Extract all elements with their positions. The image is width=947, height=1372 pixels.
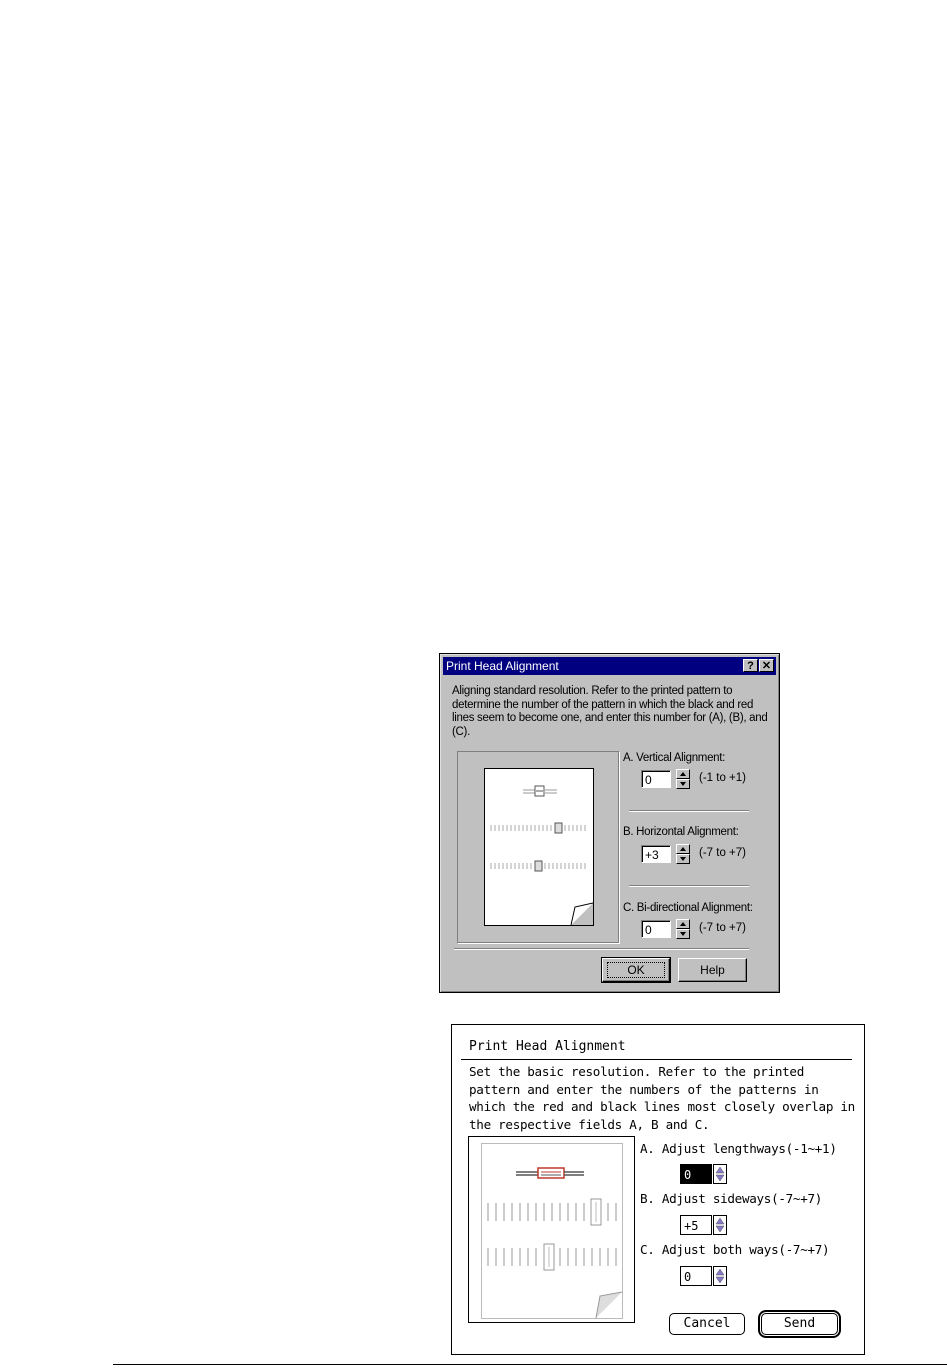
bidirectional-alignment-range: (-7 to +7) (699, 922, 746, 934)
horizontal-alignment-range: (-7 to +7) (699, 847, 746, 859)
spin-up-icon[interactable] (676, 919, 690, 929)
adjust-sideways-label: B. Adjust sideways(-7~+7) (640, 1191, 823, 1206)
spin-down-icon[interactable] (676, 929, 690, 939)
bidirectional-alignment-input[interactable]: 0 (641, 920, 671, 938)
separator (629, 885, 749, 887)
vertical-alignment-label: A. Vertical Alignment: (623, 752, 726, 764)
help-title-button[interactable]: ? (743, 659, 758, 672)
horizontal-alignment-input[interactable]: +3 (641, 845, 671, 863)
window-title: Print Head Alignment (446, 659, 559, 673)
close-title-button[interactable]: ✕ (759, 659, 774, 672)
spin-down-icon[interactable] (676, 854, 690, 864)
window-title-bar[interactable] (443, 657, 776, 675)
button-separator (454, 948, 749, 950)
paper-preview (484, 768, 594, 926)
vertical-alignment-range: (-1 to +1) (699, 772, 746, 784)
windows-print-head-alignment-dialog (439, 653, 780, 993)
up-down-arrows-icon (714, 1216, 726, 1234)
adjust-lengthways-arrows[interactable] (713, 1164, 727, 1184)
alignment-pattern-graphic (485, 769, 593, 925)
spin-up-icon[interactable] (676, 844, 690, 854)
vertical-alignment-input[interactable]: 0 (641, 770, 671, 788)
up-down-arrows-icon (714, 1267, 726, 1285)
up-down-arrows-icon (714, 1165, 726, 1183)
adjust-sideways-arrows[interactable] (713, 1215, 727, 1235)
dialog-description: Aligning standard resolution. Refer to the printed pattern to determine the number of the pattern in which the black and red lines seem to become one, and enter this number for (A), (B), and (C). (452, 685, 768, 738)
ok-button-label: OK (627, 963, 645, 977)
focus-rect (607, 962, 665, 978)
help-button[interactable] (678, 958, 747, 982)
send-button[interactable]: Send (761, 1313, 838, 1335)
alignment-pattern-graphic (482, 1144, 622, 1318)
help-button-label: Help (700, 963, 725, 977)
horizontal-alignment-label: B. Horizontal Alignment: (623, 826, 739, 838)
bidirectional-alignment-spinner[interactable] (676, 919, 690, 939)
separator (629, 810, 749, 812)
horizontal-alignment-spinner[interactable] (676, 844, 690, 864)
mac-print-head-alignment-dialog (451, 1024, 865, 1355)
bidirectional-alignment-label: C. Bi-directional Alignment: (623, 902, 753, 914)
spin-down-icon[interactable] (676, 779, 690, 789)
dialog-description: Set the basic resolution. Refer to the printed pattern and enter the numbers of the patterns in which the red and black lines most closely overlap in the respective fields A, B and C. (469, 1064, 855, 1132)
spin-up-icon[interactable] (676, 769, 690, 779)
dialog-title: Print Head Alignment (469, 1039, 626, 1054)
adjust-lengthways-input[interactable]: 0 (680, 1164, 712, 1184)
pattern-preview (468, 1136, 635, 1323)
vertical-alignment-spinner[interactable] (676, 769, 690, 789)
ok-button[interactable] (602, 958, 670, 982)
pattern-preview (457, 751, 619, 943)
cancel-button[interactable]: Cancel (669, 1313, 745, 1335)
adjust-both-ways-input[interactable]: 0 (680, 1266, 712, 1286)
adjust-lengthways-label: A. Adjust lengthways(-1~+1) (640, 1141, 837, 1156)
paper-preview (481, 1143, 623, 1319)
page-footer-rule (113, 1364, 947, 1365)
adjust-sideways-input[interactable]: +5 (680, 1215, 712, 1235)
adjust-both-ways-arrows[interactable] (713, 1266, 727, 1286)
title-rule (461, 1059, 852, 1060)
adjust-both-ways-label: C. Adjust both ways(-7~+7) (640, 1242, 830, 1257)
